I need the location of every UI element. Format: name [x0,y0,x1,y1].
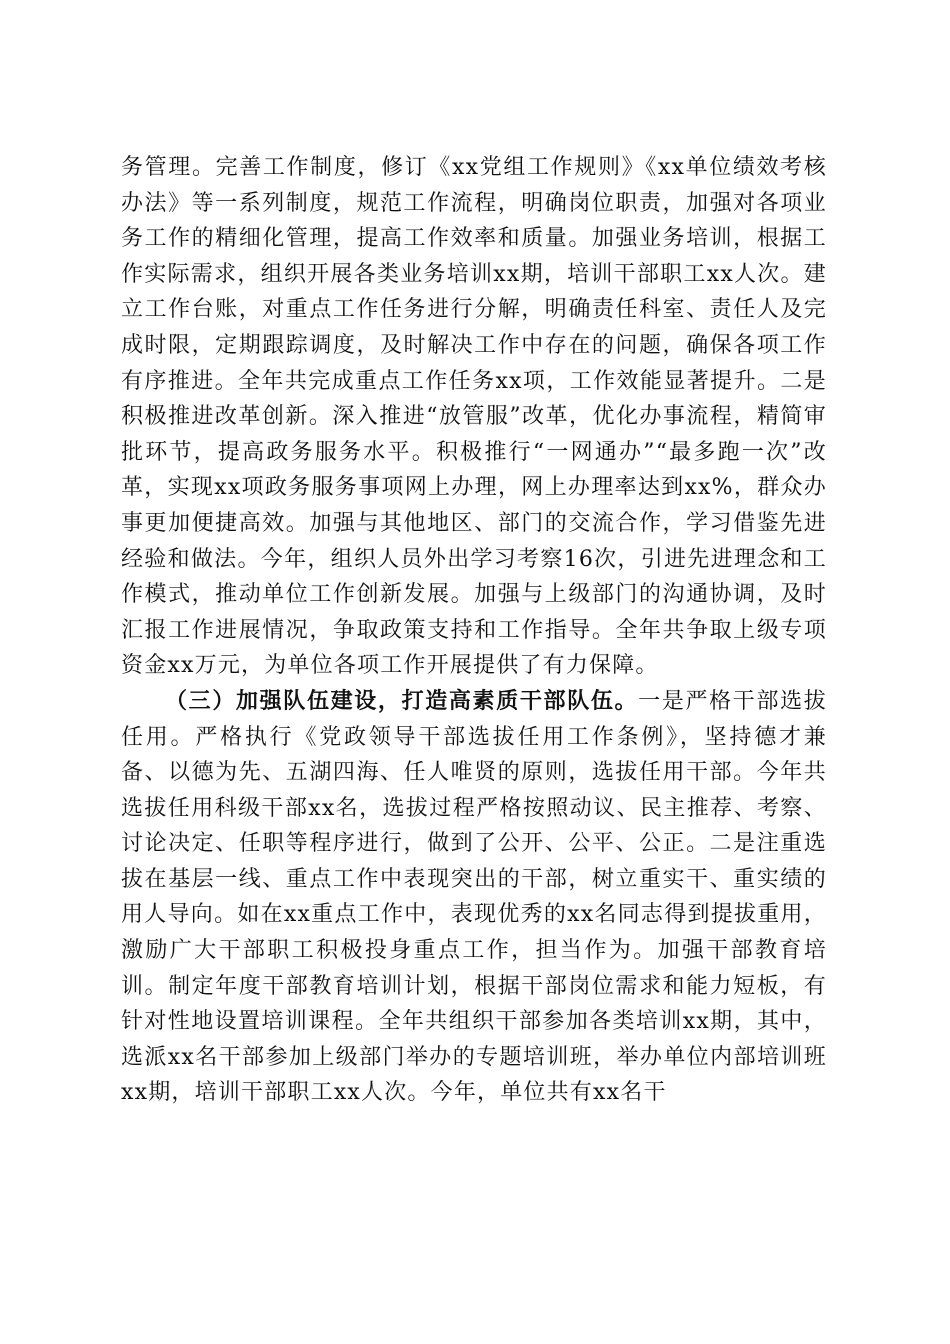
section-heading-team-building: （三）加强队伍建设，打造高素质干部队伍。 [165,687,639,714]
section-body-team-building: 一是严格干部选拔任用。严格执行《党政领导干部选拔任用工作条例》，坚持德才兼备、以德为先、五湖四海、任人唯贤的原则，选拔任用干部。今年共选拔任用科级干部xx名，选拔过程严格按照动议、民主推荐、考察、讨论决定、任职等程序进行，做到了公开、公平、公正。二是注重选拔在基层一线、重点工作中表现突出的干部，树立重实干、重实绩的用人导向。如在xx重点工作中，表现优秀的xx名同志得到提拔重用，激励广大干部职工积极投身重点工作，担当作为。加强干部教育培训。制定年度干部教育培训计划，根据干部岗位需求和能力短板，有针对性地设置培训课程。全年共组织干部参加各类培训xx期，其中，选派xx名干部参加上级部门举办的专题培训班，举办单位内部培训班xx期，培训干部职工xx人次。今年，单位共有xx名干 [121,688,827,1106]
document-body [121,150,827,1111]
paragraph-work-management: 务管理。完善工作制度，修订《xx党组工作规则》《xx单位绩效考核办法》等一系列制度，规范工作流程，明确岗位职责，加强对各项业务工作的精细化管理，提高工作效率和质量。加强业务培训，根据工作实际需求，组织开展各类业务培训xx期，培训干部职工xx人次。建立工作台账，对重点工作任务进行分解，明确责任科室、责任人及完成时限，定期跟踪调度，及时解决工作中存在的问题，确保各项工作有序推进。全年共完成重点工作任务xx项，工作效能显著提升。二是积极推进改革创新。深入推进“放管服”改革，优化办事流程，精简审批环节，提高政务服务水平。积极推行“一网通办”“最多跑一次”改革，实现xx项政务服务事项网上办理，网上办理率达到xx%，群众办事更加便捷高效。加强与其他地区、部门的交流合作，学习借鉴先进经验和做法。今年，组织人员外出学习考察16次，引进先进理念和工作模式，推动单位工作创新发展。加强与上级部门的沟通协调，及时汇报工作进展情况，争取政策支持和工作指导。全年共争取上级专项资金xx万元，为单位各项工作开展提供了有力保障。 [121,155,827,679]
paragraph-team-building [121,684,827,1111]
